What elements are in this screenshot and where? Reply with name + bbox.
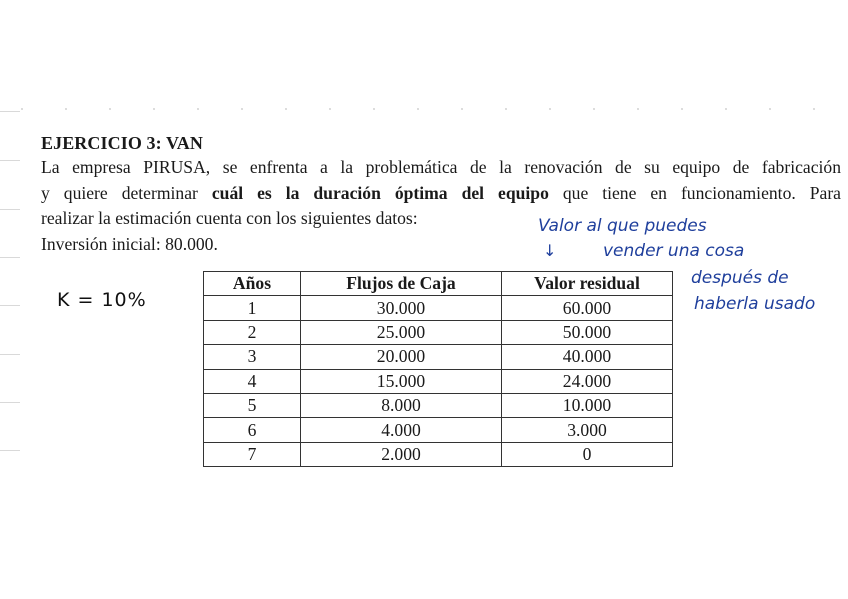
cell-residual: 0 [502, 442, 673, 466]
cell-cash-flow: 15.000 [301, 369, 502, 393]
statement-text: que tiene en funcionamiento. Para [548, 182, 841, 203]
cell-residual: 3.000 [502, 418, 673, 442]
cell-year: 4 [204, 369, 301, 393]
statement-text: y quiere determinar [41, 182, 212, 203]
handwritten-note-line-1: Valor al que puedes [538, 216, 707, 236]
cell-residual: 40.000 [502, 345, 673, 369]
cash-flow-table [203, 271, 673, 467]
cell-year: 2 [204, 320, 301, 344]
exercise-title: EJERCICIO 3: VAN [41, 133, 203, 153]
table-row [204, 369, 673, 393]
cell-year: 3 [204, 345, 301, 369]
cell-cash-flow: 30.000 [301, 296, 502, 320]
cell-cash-flow: 2.000 [301, 442, 502, 466]
cell-cash-flow: 8.000 [301, 393, 502, 417]
handwritten-note-line-2: vender una cosa [603, 241, 745, 261]
statement-line-1: La empresa PIRUSA, se enfrenta a la problemática de la renovación de su equipo de fabricación [41, 157, 841, 177]
table-row [204, 418, 673, 442]
cell-residual: 10.000 [502, 393, 673, 417]
cell-residual: 50.000 [502, 320, 673, 344]
cell-cash-flow: 4.000 [301, 418, 502, 442]
handwritten-note-line-4: haberla usado [694, 294, 816, 314]
table-row [204, 393, 673, 417]
handwritten-rate: K = 10% [57, 289, 147, 311]
dotted-guide-line [0, 108, 848, 110]
cell-residual: 60.000 [502, 296, 673, 320]
statement-line-2 [41, 181, 841, 207]
handwritten-note-line-3: después de [691, 268, 789, 288]
table-row [204, 320, 673, 344]
cell-year: 5 [204, 393, 301, 417]
cell-cash-flow: 25.000 [301, 320, 502, 344]
statement-line-3: realizar la estimación cuenta con los siguientes datos: [41, 208, 418, 228]
header-years: Años [204, 272, 301, 296]
cell-residual: 24.000 [502, 369, 673, 393]
handwritten-arrow-icon: ↓ [543, 241, 557, 260]
statement-emphasis: cuál es la duración óptima del equipo [211, 182, 549, 203]
margin-ticks [0, 0, 22, 599]
header-residual-value: Valor residual [502, 272, 673, 296]
cell-year: 1 [204, 296, 301, 320]
table-row [204, 345, 673, 369]
header-cash-flows: Flujos de Caja [301, 272, 502, 296]
table-header-row [204, 272, 673, 296]
initial-investment: Inversión inicial: 80.000. [41, 233, 218, 254]
table-row [204, 442, 673, 466]
cell-cash-flow: 20.000 [301, 345, 502, 369]
cell-year: 6 [204, 418, 301, 442]
table-row [204, 296, 673, 320]
cell-year: 7 [204, 442, 301, 466]
